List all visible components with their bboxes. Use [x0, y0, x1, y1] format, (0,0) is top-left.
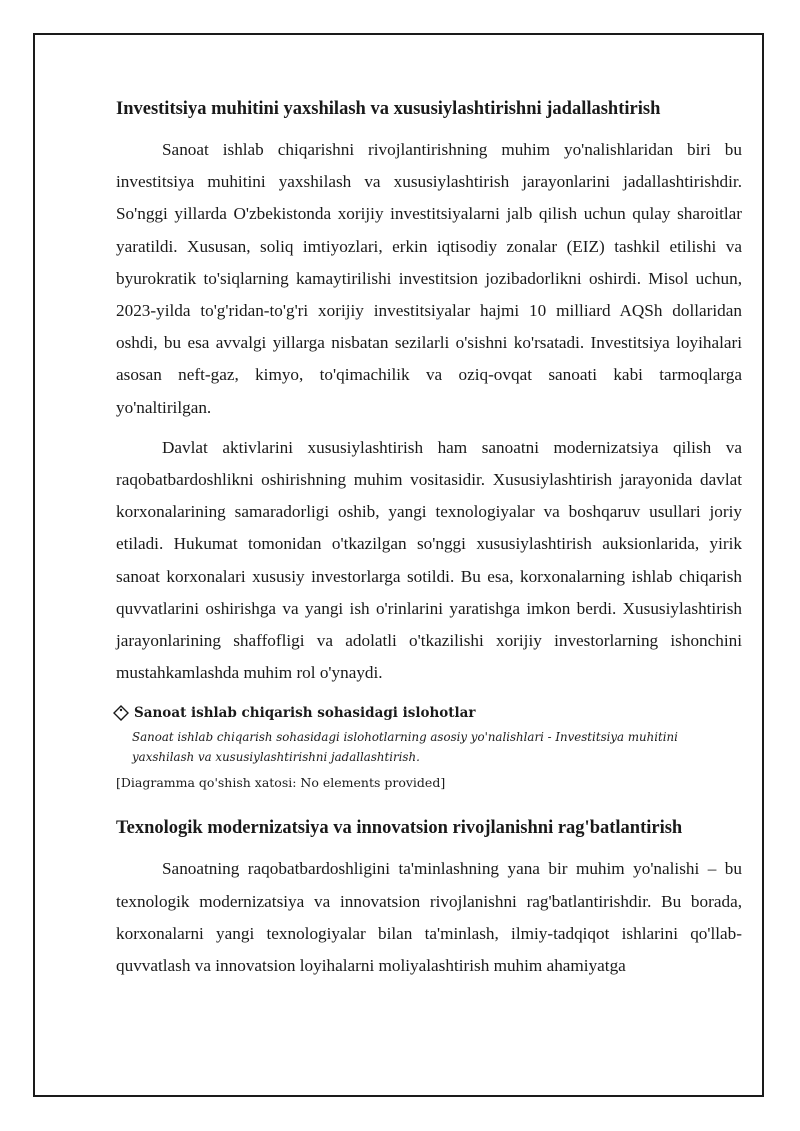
document-body: [116, 96, 742, 990]
section-heading-technology: Texnologik modernizatsiya va innovatsion rivojlanishni rag'batlantirish: [116, 818, 683, 839]
section-technology: [116, 815, 742, 982]
diagram-caption: Sanoat ishlab chiqarish sohasidagi islohotlarning asosiy yo'nalishlari - Investitsiya muhitini yaxshilash va xususiylashtirishni jadallashtirish.: [132, 730, 678, 765]
diagram-title-row: [112, 703, 742, 723]
paragraph: Sanoat ishlab chiqarishni rivojlantirishning muhim yo'nalishlaridan biri bu investitsiya muhitini yaxshilash va xususiylashtirish jarayonlarini jadallashtirishdir. So'nggi yillarda O'zbekistonda xorijiy investitsiyalarni jalb qilish uchun qulay sharoitlar yaratildi. Xususan, soliq imtiyozlari, erkin iqtisodiy zonalar (EIZ) tashkil etilishi va byurokratik to'siqlarning kamaytirilishi investitsion jozibadorlikni oshirdi. Misol uchun, 2023-yilda to'g'ridan-to'g'ri xorijiy investitsiyalar hajmi 10 milliard AQSh dollaridan oshdi, bu esa avvalgi yillarga nisbatan sezilarli o'sishni ko'rsatadi. Investitsiya loyihalari asosan neft-gaz, kimyo, to'qimachilik va oziq-ovqat sanoati kabi tarmoqlarga yo'naltirilgan.: [116, 140, 742, 417]
section-heading-investment: Investitsiya muhitini yaxshilash va xususiylashtirishni jadallashtirish: [116, 99, 661, 119]
paragraph: Sanoatning raqobatbardoshligini ta'minlashning yana bir muhim yo'nalishi – bu texnologik modernizatsiya va innovatsion rivojlanishni rag'batlantirishdir. Bu borada, korxonalarni yangi texnologiyalar bilan ta'minlash, ilmiy-tadqiqot ishlarini qo'llab-quvvatlash va innovatsion loyihalarni moliyalashtirish muhim ahamiyatga: [116, 859, 742, 976]
diagram-placeholder: [116, 703, 742, 793]
paragraph: Davlat aktivlarini xususiylashtirish ham sanoatni modernizatsiya qilish va raqobatbardoshlikni oshirishning muhim vositasidir. Xususiylashtirish jarayonida davlat korxonalarining samaradorligi oshib, yangi texnologiyalar va boshqaruv usullari joriy etiladi. Hukumat tomonidan o'tkazilgan so'nggi xususiylashtirish auksionlarida, yirik sanoat korxonalari xususiy investorlarga sotildi. Bu esa, korxonalarning ishlab chiqarish quvvatlarini oshirishga va yangi ish o'rinlarini yaratishga imkon berdi. Xususiylashtirish jarayonlarining shaffofligi va adolatli o'tkazilishi xorijiy investorlarning ishonchini mustahkamlashda muhim rol o'ynaydi.: [116, 437, 742, 683]
diagram-error-message: [Diagramma qo'shish xatosi: No elements provided]: [116, 775, 446, 791]
diagram-title: Sanoat ishlab chiqarish sohasidagi islohotlar: [134, 705, 476, 722]
tag-icon: [112, 704, 130, 722]
